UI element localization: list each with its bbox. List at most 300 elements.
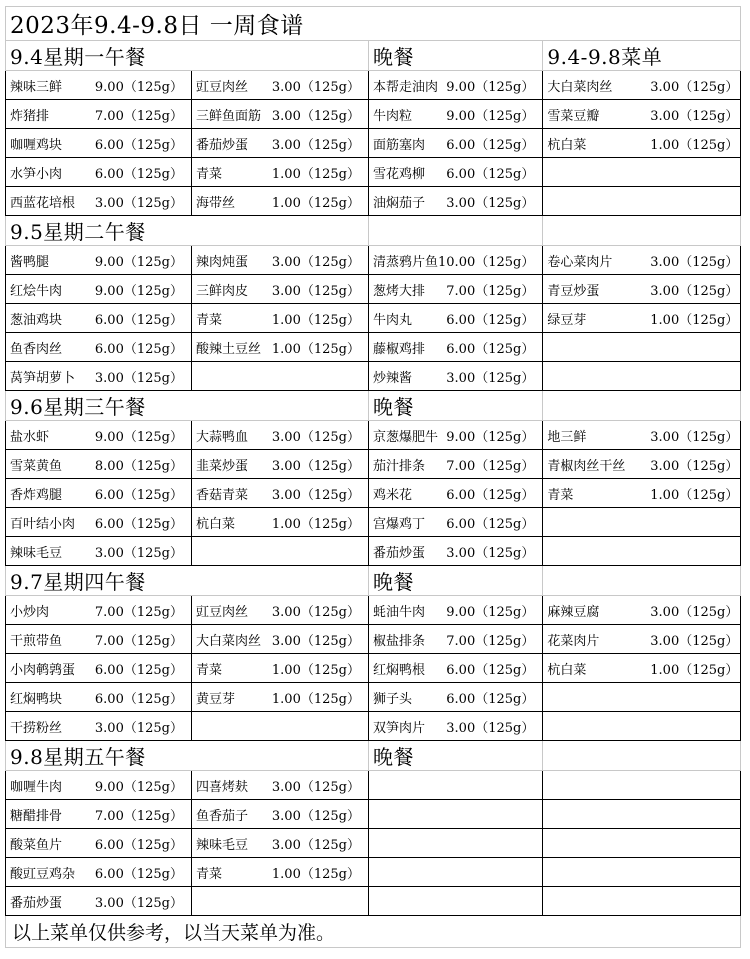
dish-name: 雪花鸡柳 <box>373 166 426 182</box>
menu-cell <box>192 333 369 362</box>
menu-cell <box>6 829 192 858</box>
dish-entry <box>192 858 368 886</box>
dish-entry <box>6 712 191 740</box>
dish-entry <box>6 71 191 99</box>
dish-name: 雪菜豆瓣 <box>547 108 600 124</box>
menu-cell <box>192 654 369 683</box>
dish-price: 1.00（125g） <box>650 487 739 503</box>
menu-cell <box>369 625 543 654</box>
dish-name: 炸猪排 <box>10 108 50 124</box>
dish-entry <box>543 333 740 361</box>
dish-price: 1.00（125g） <box>271 516 360 532</box>
dish-price: 7.00（125g） <box>446 283 535 299</box>
dish-entry <box>6 158 191 186</box>
menu-cell <box>192 829 369 858</box>
dish-entry <box>369 421 542 449</box>
dish-entry <box>6 333 191 361</box>
menu-cell <box>543 829 741 858</box>
dish-price: 3.00（125g） <box>271 137 360 153</box>
dish-entry <box>369 625 542 653</box>
menu-cell <box>6 333 192 362</box>
section-header-row <box>6 741 741 771</box>
dish-entry <box>192 508 368 536</box>
dish-price: 1.00（125g） <box>271 312 360 328</box>
menu-cell <box>369 800 543 829</box>
dish-price: 6.00（125g） <box>446 487 535 503</box>
dish-entry <box>369 654 542 682</box>
dish-entry <box>192 275 368 303</box>
dish-price: 3.00（125g） <box>446 370 535 386</box>
dish-entry <box>192 246 368 274</box>
dish-entry <box>6 479 191 507</box>
dish-name: 三鲜鱼面筋 <box>196 108 262 124</box>
dish-price: 3.00（125g） <box>650 604 739 620</box>
dish-name: 地三鲜 <box>547 429 587 445</box>
dish-entry <box>543 654 740 682</box>
dish-name: 麻辣豆腐 <box>547 604 600 620</box>
dish-name: 花菜肉片 <box>547 633 600 649</box>
dish-name: 牛肉丸 <box>373 312 413 328</box>
dish-price: 1.00（125g） <box>271 195 360 211</box>
dish-price: 1.00（125g） <box>650 662 739 678</box>
dish-name: 鱼香茄子 <box>196 808 249 824</box>
dish-price: 3.00（125g） <box>94 895 183 911</box>
table-row <box>6 858 741 887</box>
extra-header: 9.4-9.8菜单 <box>547 45 663 69</box>
dish-entry <box>6 304 191 332</box>
table-row <box>6 158 741 187</box>
extra-header-cell <box>543 391 741 421</box>
dish-name: 盐水虾 <box>10 429 50 445</box>
menu-cell <box>369 129 543 158</box>
dinner-header-cell <box>369 741 543 771</box>
dish-entry <box>6 683 191 711</box>
dish-price: 7.00（125g） <box>94 108 183 124</box>
menu-cell <box>369 858 543 887</box>
dish-entry <box>543 71 740 99</box>
dish-name: 青豆炒蛋 <box>547 283 600 299</box>
dish-name: 青菜 <box>547 487 574 503</box>
dish-name: 本帮走油肉 <box>373 79 439 95</box>
table-row <box>6 596 741 625</box>
dish-price: 3.00（125g） <box>271 779 360 795</box>
dish-price: 3.00（125g） <box>271 79 360 95</box>
dish-entry <box>6 187 191 215</box>
dish-price: 6.00（125g） <box>94 312 183 328</box>
dish-price: 3.00（125g） <box>94 370 183 386</box>
dish-price: 3.00（125g） <box>94 195 183 211</box>
dish-price: 1.00（125g） <box>650 137 739 153</box>
menu-cell <box>192 246 369 275</box>
dish-entry <box>192 479 368 507</box>
dish-name: 莴笋胡萝卜 <box>10 370 76 386</box>
menu-cell <box>192 771 369 800</box>
dish-entry <box>6 275 191 303</box>
dish-name: 京葱爆肥牛 <box>373 429 439 445</box>
table-row <box>6 683 741 712</box>
menu-cell <box>543 71 741 100</box>
table-row <box>6 187 741 216</box>
menu-cell <box>6 771 192 800</box>
dish-entry <box>192 596 368 624</box>
lunch-header-cell <box>6 216 369 246</box>
dish-name: 酸菜鱼片 <box>10 837 63 853</box>
dinner-header <box>369 219 373 243</box>
dish-price: 3.00（125g） <box>271 837 360 853</box>
dish-entry <box>192 100 368 128</box>
menu-cell <box>192 712 369 741</box>
dish-entry <box>6 625 191 653</box>
dish-entry <box>369 537 542 565</box>
dish-entry <box>543 596 740 624</box>
dish-price: 3.00（125g） <box>271 604 360 620</box>
menu-cell <box>369 246 543 275</box>
section-header-row <box>6 391 741 421</box>
menu-cell <box>543 537 741 566</box>
dish-entry <box>6 800 191 828</box>
dish-entry <box>369 450 542 478</box>
table-row <box>6 129 741 158</box>
dish-entry <box>192 421 368 449</box>
dish-name: 绿豆芽 <box>547 312 587 328</box>
dish-entry <box>6 421 191 449</box>
dish-name: 蚝油牛肉 <box>373 604 426 620</box>
menu-cell <box>369 100 543 129</box>
footer-cell <box>6 916 741 948</box>
dish-price: 6.00（125g） <box>94 341 183 357</box>
extra-header <box>543 744 547 768</box>
menu-cell <box>192 479 369 508</box>
dish-entry <box>543 187 740 215</box>
dish-price: 6.00（125g） <box>446 341 535 357</box>
dish-entry <box>192 800 368 828</box>
dish-entry <box>369 712 542 740</box>
menu-cell <box>543 508 741 537</box>
dish-price: 1.00（125g） <box>271 662 360 678</box>
dish-price: 6.00（125g） <box>94 137 183 153</box>
dish-name: 茄汁排条 <box>373 458 426 474</box>
menu-cell <box>543 275 741 304</box>
dish-price: 3.00（125g） <box>271 633 360 649</box>
menu-cell <box>543 246 741 275</box>
menu-cell <box>6 450 192 479</box>
menu-cell <box>6 887 192 916</box>
dish-price: 3.00（125g） <box>271 429 360 445</box>
dish-price: 9.00（125g） <box>94 429 183 445</box>
dish-price: 3.00（125g） <box>650 429 739 445</box>
menu-cell <box>369 304 543 333</box>
menu-cell <box>543 333 741 362</box>
dish-entry <box>6 596 191 624</box>
dish-price: 9.00（125g） <box>94 283 183 299</box>
dish-price: 6.00（125g） <box>94 516 183 532</box>
dish-price: 9.00（125g） <box>446 108 535 124</box>
menu-cell <box>6 508 192 537</box>
menu-cell <box>6 129 192 158</box>
dinner-header-cell <box>369 216 543 246</box>
dish-name: 酸豇豆鸡杂 <box>10 866 76 882</box>
dish-price: 6.00（125g） <box>446 166 535 182</box>
dish-entry <box>369 275 542 303</box>
dish-entry <box>543 304 740 332</box>
menu-cell <box>543 158 741 187</box>
dish-entry <box>192 771 368 799</box>
dish-name: 雪菜黄鱼 <box>10 458 63 474</box>
dish-name: 宫爆鸡丁 <box>373 516 426 532</box>
dish-price: 6.00（125g） <box>446 662 535 678</box>
dish-name: 辣味毛豆 <box>10 545 63 561</box>
lunch-header: 9.5星期二午餐 <box>10 220 146 244</box>
table-row <box>6 712 741 741</box>
dish-entry <box>369 362 542 390</box>
dish-entry <box>6 537 191 565</box>
lunch-header-cell <box>6 566 369 596</box>
dish-name: 干煎带鱼 <box>10 633 63 649</box>
menu-cell <box>543 304 741 333</box>
menu-cell <box>6 71 192 100</box>
dish-name: 小炒肉 <box>10 604 50 620</box>
table-row <box>6 654 741 683</box>
menu-cell <box>192 625 369 654</box>
dish-name: 酸辣土豆丝 <box>196 341 262 357</box>
table-row <box>6 333 741 362</box>
dish-price: 3.00（125g） <box>650 79 739 95</box>
dish-price: 9.00（125g） <box>446 429 535 445</box>
dish-entry <box>192 362 368 390</box>
dish-price: 3.00（125g） <box>271 254 360 270</box>
dish-entry <box>369 858 542 886</box>
dish-name: 三鲜肉皮 <box>196 283 249 299</box>
dish-entry <box>6 771 191 799</box>
dish-name: 海带丝 <box>196 195 236 211</box>
menu-cell <box>192 450 369 479</box>
menu-cell <box>192 129 369 158</box>
dish-price: 3.00（125g） <box>650 254 739 270</box>
dish-price: 10.00（125g） <box>438 254 535 270</box>
menu-cell <box>6 683 192 712</box>
menu-cell <box>192 683 369 712</box>
dish-price: 3.00（125g） <box>446 195 535 211</box>
menu-cell <box>543 712 741 741</box>
dish-entry <box>6 829 191 857</box>
menu-cell <box>369 654 543 683</box>
dish-price: 1.00（125g） <box>271 341 360 357</box>
menu-cell <box>6 800 192 829</box>
table-row <box>6 246 741 275</box>
dish-name: 小肉鹌鹑蛋 <box>10 662 76 678</box>
dish-name: 大白菜肉丝 <box>196 633 262 649</box>
dish-name: 双笋肉片 <box>373 720 426 736</box>
dish-entry <box>543 683 740 711</box>
dish-name: 红烩牛肉 <box>10 283 63 299</box>
dish-entry <box>192 187 368 215</box>
dish-price: 1.00（125g） <box>271 691 360 707</box>
dish-price: 9.00（125g） <box>94 779 183 795</box>
dish-entry <box>369 71 542 99</box>
dish-name: 辣肉炖蛋 <box>196 254 249 270</box>
dish-entry <box>543 858 740 886</box>
footer-row <box>6 916 741 948</box>
menu-cell <box>369 450 543 479</box>
menu-cell <box>192 71 369 100</box>
menu-cell <box>369 158 543 187</box>
menu-cell <box>369 479 543 508</box>
dish-name: 鸡米花 <box>373 487 413 503</box>
menu-cell <box>6 158 192 187</box>
dish-price: 1.00（125g） <box>271 166 360 182</box>
dish-entry <box>369 800 542 828</box>
dish-price: 6.00（125g） <box>94 662 183 678</box>
menu-cell <box>192 537 369 566</box>
dish-name: 油焖茄子 <box>373 195 426 211</box>
menu-cell <box>192 304 369 333</box>
menu-cell <box>369 187 543 216</box>
dish-entry <box>543 158 740 186</box>
extra-header-cell <box>543 216 741 246</box>
dish-entry <box>6 858 191 886</box>
dish-entry <box>369 771 542 799</box>
menu-cell <box>369 421 543 450</box>
dish-name: 番茄炒蛋 <box>196 137 249 153</box>
menu-cell <box>6 858 192 887</box>
dinner-header-cell <box>369 41 543 71</box>
menu-cell <box>369 508 543 537</box>
dish-entry <box>6 362 191 390</box>
dinner-header-cell <box>369 566 543 596</box>
dish-entry <box>543 450 740 478</box>
menu-cell <box>192 421 369 450</box>
dish-entry <box>192 333 368 361</box>
dish-entry <box>192 158 368 186</box>
menu-cell <box>543 800 741 829</box>
lunch-header-cell <box>6 41 369 71</box>
dinner-header-cell <box>369 391 543 421</box>
dish-price: 6.00（125g） <box>446 312 535 328</box>
menu-cell <box>6 246 192 275</box>
dish-price: 6.00（125g） <box>446 137 535 153</box>
menu-cell <box>6 654 192 683</box>
dish-entry <box>369 333 542 361</box>
dish-price: 9.00（125g） <box>94 254 183 270</box>
menu-cell <box>6 275 192 304</box>
dish-name: 卷心菜肉片 <box>547 254 613 270</box>
dish-entry <box>192 537 368 565</box>
extra-header <box>543 569 547 593</box>
dish-entry <box>6 129 191 157</box>
dish-name: 青菜 <box>196 866 223 882</box>
dish-entry <box>192 71 368 99</box>
dish-name: 糖醋排骨 <box>10 808 63 824</box>
table-row <box>6 71 741 100</box>
dish-name: 杭白菜 <box>196 516 236 532</box>
dish-entry <box>6 508 191 536</box>
menu-cell <box>6 100 192 129</box>
menu-cell <box>543 596 741 625</box>
dish-name: 豇豆肉丝 <box>196 79 249 95</box>
section-header-row <box>6 41 741 71</box>
dish-entry <box>543 800 740 828</box>
menu-cell <box>192 187 369 216</box>
dish-price: 3.00（125g） <box>271 458 360 474</box>
menu-cell <box>543 187 741 216</box>
lunch-header: 9.6星期三午餐 <box>10 395 146 419</box>
menu-cell <box>6 625 192 654</box>
dish-entry <box>369 596 542 624</box>
dish-entry <box>543 829 740 857</box>
dish-entry <box>543 129 740 157</box>
dish-price: 6.00（125g） <box>94 487 183 503</box>
dish-name: 葱烤大排 <box>373 283 426 299</box>
menu-cell <box>192 158 369 187</box>
dish-name: 咖喱鸡块 <box>10 137 63 153</box>
dish-name: 西蓝花培根 <box>10 195 76 211</box>
section-header-row <box>6 566 741 596</box>
menu-cell <box>192 100 369 129</box>
table-row <box>6 771 741 800</box>
dish-name: 大白菜肉丝 <box>547 79 613 95</box>
dish-price: 3.00（125g） <box>446 720 535 736</box>
page-title: 2023年9.4-9.8日 一周食谱 <box>10 13 304 39</box>
dish-entry <box>543 537 740 565</box>
menu-cell <box>369 71 543 100</box>
dish-name: 豇豆肉丝 <box>196 604 249 620</box>
dish-entry <box>192 887 368 915</box>
table-row <box>6 479 741 508</box>
dish-price: 6.00（125g） <box>446 516 535 532</box>
dish-price: 3.00（125g） <box>271 808 360 824</box>
dish-price: 3.00（125g） <box>271 108 360 124</box>
dish-name: 番茄炒蛋 <box>10 895 63 911</box>
dish-entry <box>543 771 740 799</box>
dish-price: 3.00（125g） <box>446 545 535 561</box>
menu-cell <box>543 450 741 479</box>
dish-name: 红焖鸭块 <box>10 691 63 707</box>
dish-price: 9.00（125g） <box>446 604 535 620</box>
menu-cell <box>6 537 192 566</box>
dish-entry <box>543 362 740 390</box>
dish-price: 3.00（125g） <box>271 283 360 299</box>
extra-header-cell <box>543 41 741 71</box>
menu-cell <box>543 421 741 450</box>
menu-cell <box>543 479 741 508</box>
dinner-header: 晚餐 <box>373 45 414 69</box>
title-cell <box>6 7 741 41</box>
dish-name: 牛肉粒 <box>373 108 413 124</box>
dish-entry <box>369 508 542 536</box>
dish-entry <box>369 187 542 215</box>
dish-entry <box>192 683 368 711</box>
weekly-menu-table <box>5 6 741 948</box>
menu-cell <box>543 771 741 800</box>
extra-header <box>543 219 547 243</box>
extra-header-cell <box>543 566 741 596</box>
dish-entry <box>192 712 368 740</box>
lunch-header: 9.7星期四午餐 <box>10 570 146 594</box>
lunch-header: 9.8星期五午餐 <box>10 745 146 769</box>
dish-name: 狮子头 <box>373 691 413 707</box>
menu-cell <box>543 683 741 712</box>
menu-cell <box>192 887 369 916</box>
dish-entry <box>543 100 740 128</box>
dish-entry <box>543 887 740 915</box>
menu-cell <box>543 858 741 887</box>
dish-name: 藤椒鸡排 <box>373 341 426 357</box>
dish-entry <box>6 887 191 915</box>
dish-entry <box>543 625 740 653</box>
dish-name: 干捞粉丝 <box>10 720 63 736</box>
dish-name: 酱鸭腿 <box>10 254 50 270</box>
menu-cell <box>369 275 543 304</box>
